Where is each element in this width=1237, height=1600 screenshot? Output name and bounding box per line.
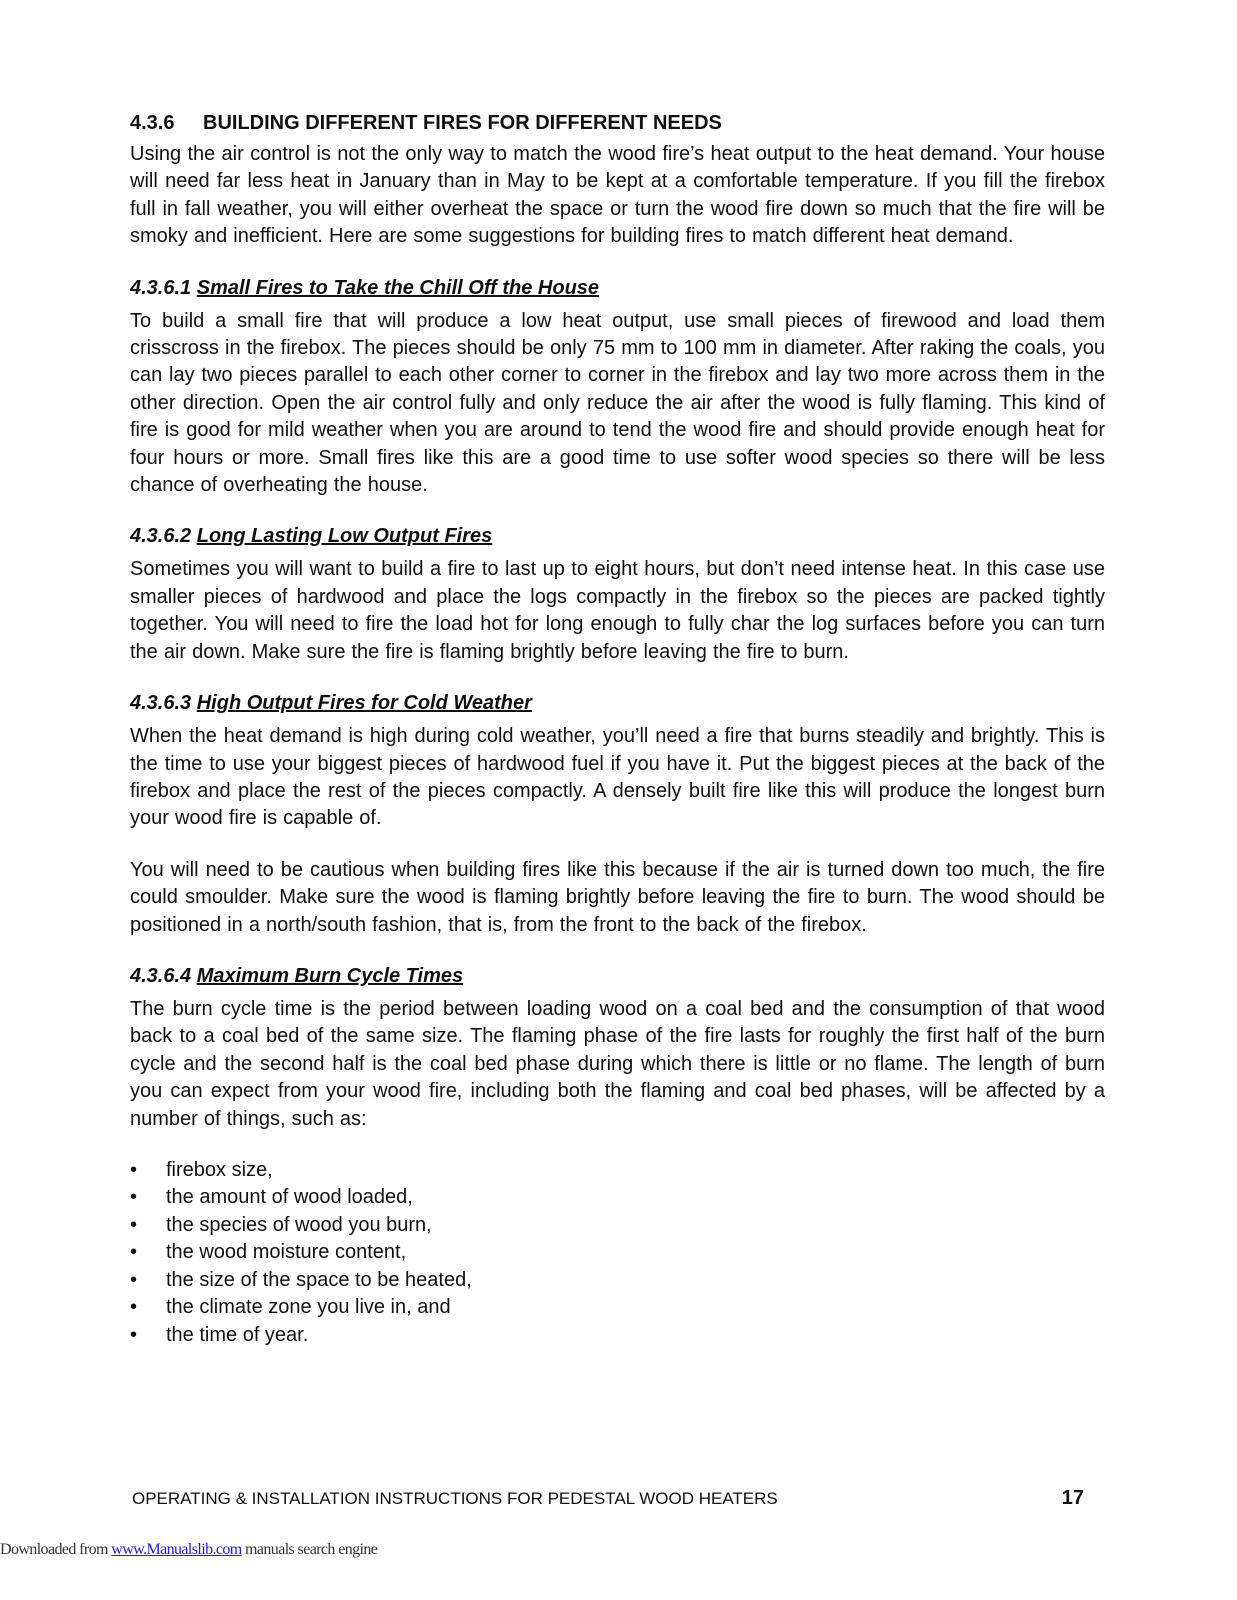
subsection-title: Long Lasting Low Output Fires — [196, 525, 493, 548]
bullet-icon: • — [130, 1186, 138, 1209]
footer-text: OPERATING & INSTALLATION INSTRUCTIONS FOR PEDESTAL WOOD HEATERS — [132, 1489, 778, 1508]
paragraph: To build a small fire that will produce a low heat output, use small pieces of firewood and load them crisscross in the firebox. The pieces should be only 75 mm to 100 mm in diameter. After raking the coals, you can lay two pieces parallel to each other corner to corner in the firebox and lay two more across them in the other direction. Open the air control fully and only reduce the air after the wood is fully flaming. This kind of fire is good for mild weather when you are around to tend the wood fire and should provide enough heat for four hours or more. Small fires like this are a good time to use softer wood species so there will be less chance of overheating the house. — [130, 309, 1105, 497]
bullet-icon: • — [130, 1296, 138, 1319]
subsection-heading-3 — [130, 690, 1105, 717]
subsection-number: 4.3.6.2 — [130, 525, 192, 548]
subsection-title: Maximum Burn Cycle Times — [196, 964, 464, 987]
list-item: • the amount of wood loaded, — [130, 1184, 1105, 1212]
subsection-number: 4.3.6.1 — [130, 276, 192, 299]
bullet-icon: • — [130, 1158, 138, 1181]
bullet-icon: • — [130, 1213, 138, 1236]
page-footer — [132, 1487, 1084, 1510]
subsection-heading-2 — [130, 523, 1105, 550]
paragraph: When the heat demand is high during cold weather, you’ll need a fire that burns steadily and brightly. This is the time to use your biggest pieces of hardwood fuel if you have it. Put the biggest pieces at the back of the firebox and place the rest of the pieces compactly. A densely built fire like this will produce the longest burn your wood fire is capable of. — [130, 725, 1105, 830]
factor-list — [130, 1157, 1105, 1350]
list-item: • the wood moisture content, — [130, 1239, 1105, 1267]
list-item: • the climate zone you live in, and — [130, 1294, 1105, 1322]
section-number: 4.3.6 — [130, 112, 175, 134]
bullet-icon: • — [130, 1241, 138, 1264]
list-item: • the species of wood you burn, — [130, 1212, 1105, 1240]
page-number: 17 — [1061, 1487, 1084, 1509]
section-heading — [130, 112, 1105, 135]
list-item: • the size of the space to be heated, — [130, 1267, 1105, 1295]
list-item: • the time of year. — [130, 1322, 1105, 1350]
paragraph: You will need to be cautious when building fires like this because if the air is turned down too much, the fire could smoulder. Make sure the wood is flaming brightly before leaving the fire to burn. The wood should be positioned in a north/south fashion, that is, from the front to the back of the firebox. — [130, 858, 1105, 936]
list-item: • firebox size, — [130, 1157, 1105, 1185]
bullet-icon: • — [130, 1323, 138, 1346]
subsection-number: 4.3.6.3 — [130, 692, 192, 715]
paragraph: The burn cycle time is the period between loading wood on a coal bed and the consumption of that wood back to a coal bed of the same size. The flaming phase of the fire lasts for roughly the first half of the burn cycle and the second half is the coal bed phase during which there is little or no flame. The length of burn you can expect from your wood fire, including both the flaming and coal bed phases, will be affected by a number of things, such as: — [130, 997, 1105, 1130]
subsection-heading-4 — [130, 963, 1105, 990]
section-title: BUILDING DIFFERENT FIRES FOR DIFFERENT NEEDS — [203, 112, 722, 134]
subsection-title: Small Fires to Take the Chill Off the House — [196, 276, 600, 299]
subsection-number: 4.3.6.4 — [130, 964, 192, 987]
paragraph: Sometimes you will want to build a fire to last up to eight hours, but don’t need intense heat. In this case use smaller pieces of hardwood and place the logs compactly in the firebox so the pieces are packed tightly together. You will need to fire the load hot for long enough to fully char the log surfaces before you can turn the air down. Make sure the fire is flaming brightly before leaving the fire to burn. — [130, 558, 1105, 663]
page-content — [130, 112, 1105, 1349]
manualslib-link[interactable]: www.Manualslib.com — [111, 1541, 242, 1558]
bullet-icon: • — [130, 1268, 138, 1291]
subsection-heading-1 — [130, 275, 1105, 302]
section-intro: Using the air control is not the only way to match the wood fire’s heat output to the heat demand. Your house will need far less heat in January than in May to be kept at a comfortable temperature. If you fill the firebox full in fall weather, you will either overheat the space or turn the wood fire down so much that the fire will be smoky and inefficient. Here are some suggestions for building fires to match different heat demand. — [130, 143, 1105, 248]
subsection-title: High Output Fires for Cold Weather — [196, 692, 532, 715]
download-notice: Downloaded from www.Manualslib.com manuals search engine — [0, 1541, 378, 1558]
